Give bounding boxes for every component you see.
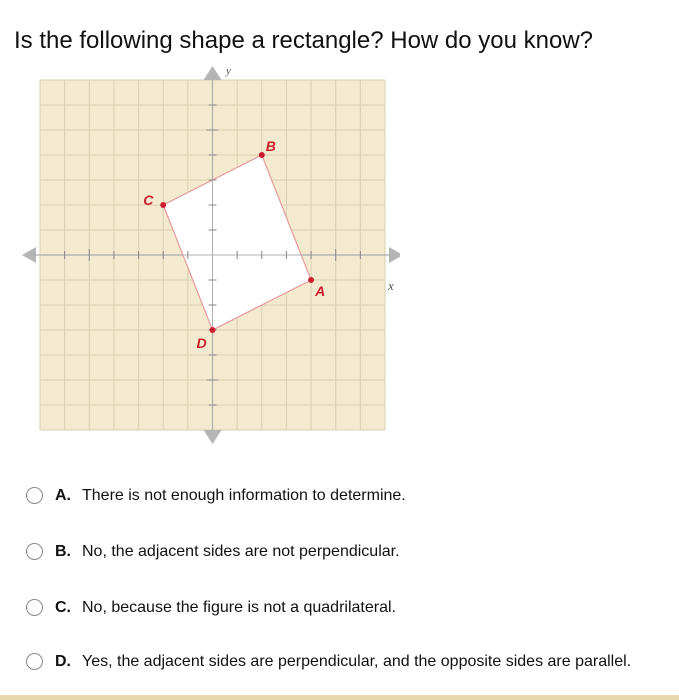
point-b <box>259 152 265 158</box>
x-axis-label: x <box>388 278 394 293</box>
point-c <box>160 202 166 208</box>
choice-letter: A. <box>55 487 71 504</box>
y-axis-label: y <box>226 65 231 77</box>
choice-a[interactable] <box>26 484 647 507</box>
choice-text: There is not enough information to determine. <box>82 487 406 504</box>
choice-d[interactable] <box>26 650 647 673</box>
point-label-a: A <box>315 283 326 299</box>
coordinate-graph <box>20 60 400 450</box>
radio-d[interactable] <box>26 653 43 670</box>
choice-b[interactable] <box>26 540 647 563</box>
point-label-c: C <box>143 192 154 208</box>
choice-letter: C. <box>55 599 71 616</box>
choice-letter: B. <box>55 543 71 560</box>
choice-letter: D. <box>55 653 71 670</box>
radio-a[interactable] <box>26 487 43 504</box>
choice-text: No, because the figure is not a quadrilateral. <box>82 599 396 616</box>
y-axis-arrow-down-icon <box>204 430 222 444</box>
question-text: Is the following shape a rectangle? How do you know? <box>14 27 594 54</box>
y-axis-arrow-up-icon <box>204 66 222 80</box>
radio-b[interactable] <box>26 543 43 560</box>
choice-text: No, the adjacent sides are not perpendicular. <box>82 543 400 560</box>
point-a <box>308 277 314 283</box>
point-label-d: D <box>196 335 207 351</box>
radio-c[interactable] <box>26 599 43 616</box>
point-d <box>210 327 216 333</box>
point-label-b: B <box>265 138 276 154</box>
bottom-divider <box>0 695 679 700</box>
choice-text: Yes, the adjacent sides are perpendicular, and the opposite sides are parallel. <box>82 653 632 670</box>
choice-c[interactable] <box>26 596 647 619</box>
